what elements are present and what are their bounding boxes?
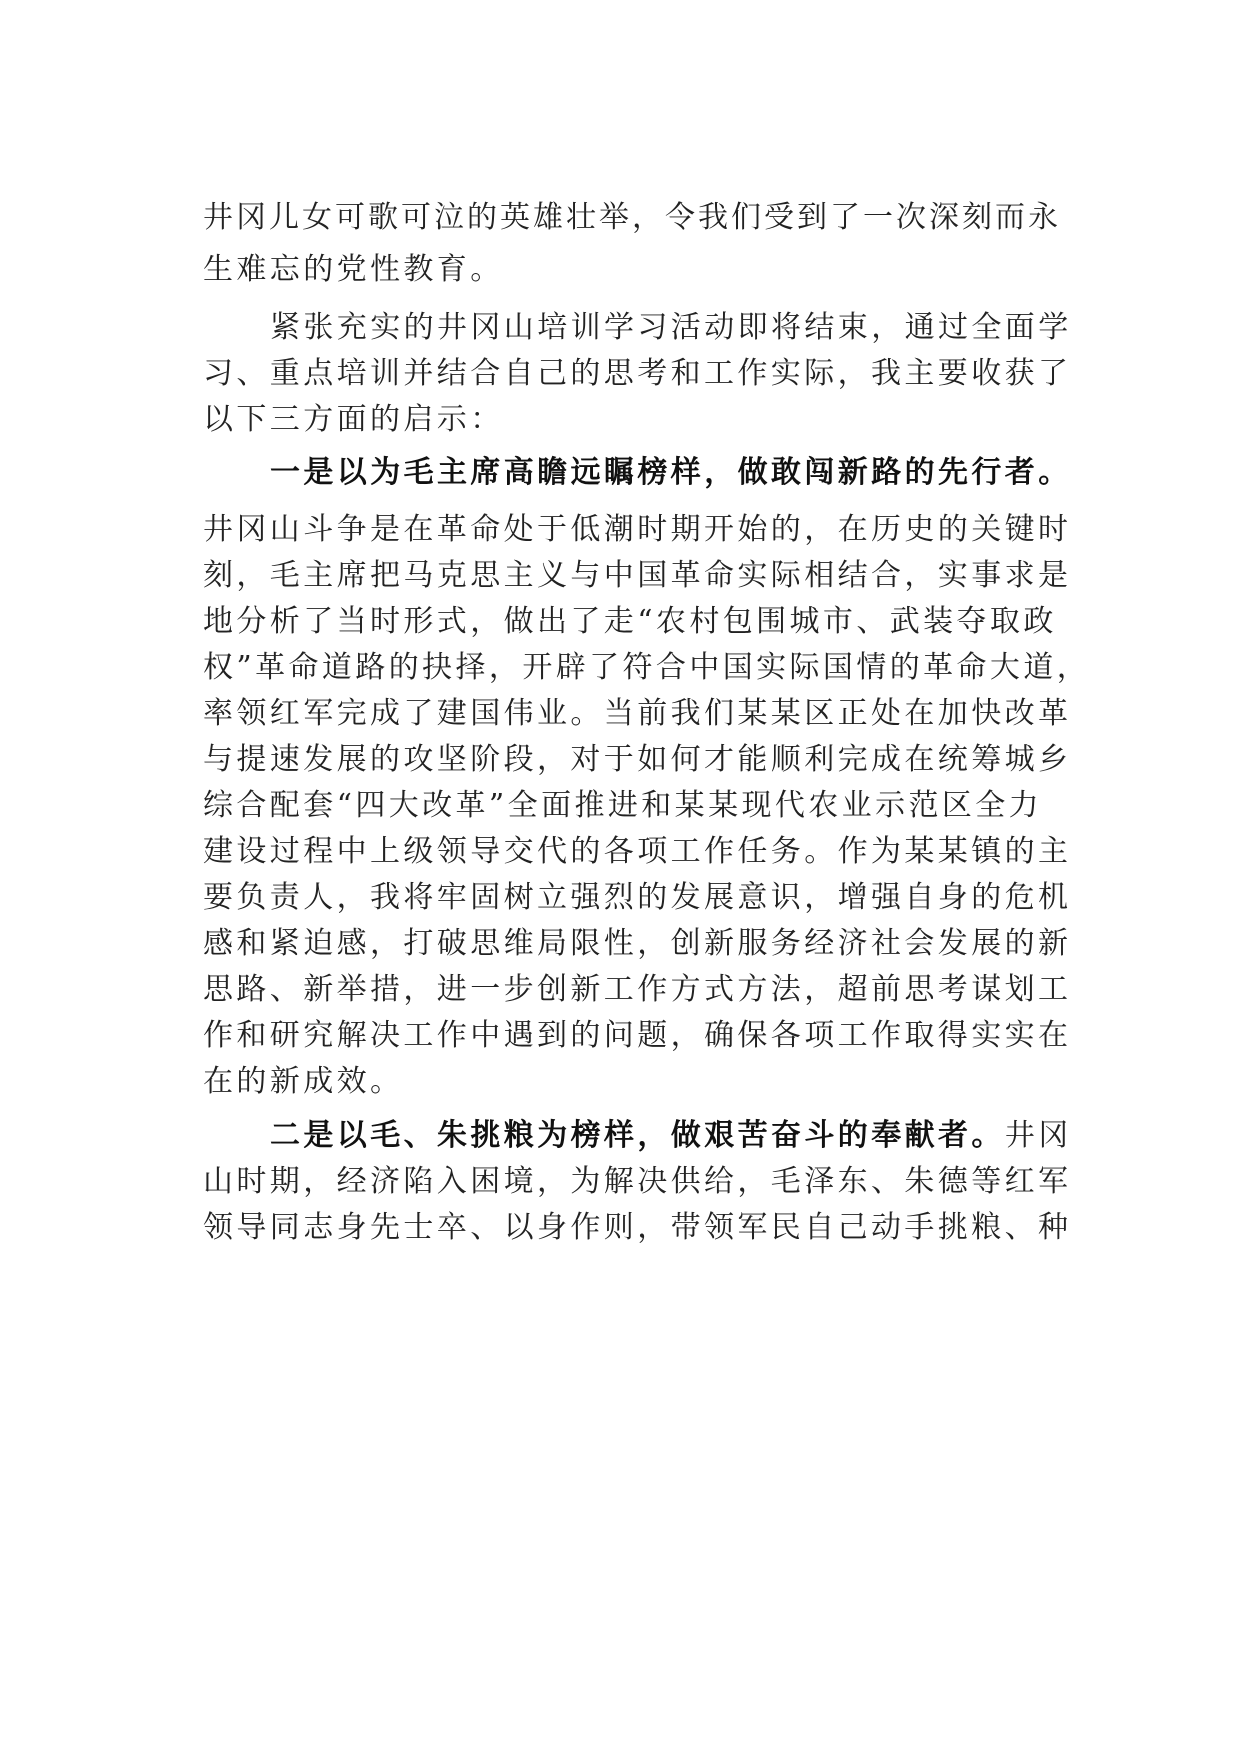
section1-line: 感和紧迫感，打破思维局限性，创新服务经济社会发展的新 [203,926,1072,961]
section1-line: 与提速发展的攻坚阶段，对于如何才能顺利完成在统筹城乡 [203,742,1072,777]
section1-line: 刻，毛主席把马克思主义与中国革命实际相结合，实事求是 [203,558,1072,593]
section1-heading: 一是以为毛主席高瞻远瞩榜样，做敢闯新路的先行者。 [270,455,1072,490]
intro-line-1: 井冈儿女可歌可泣的英雄壮举，令我们受到了一次深刻而永 [203,200,1061,235]
section2-heading-line [270,1111,1083,1161]
summary-line-2: 习、重点培训并结合自己的思考和工作实际，我主要收获了 [203,356,1072,391]
section1-line: 作和研究解决工作中遇到的问题，确保各项工作取得实实在 [203,1018,1072,1053]
section2-line: 领导同志身先士卒、以身作则，带领军民自己动手挑粮、种 [203,1210,1072,1245]
section2-heading-tail: 井冈 [1004,1118,1072,1153]
section1-line: 权”革命道路的抉择，开辟了符合中国实际国情的革命大道， [203,650,1091,685]
summary-line-3: 以下三方面的启示： [203,402,504,437]
summary-line-1: 紧张充实的井冈山培训学习活动即将结束，通过全面学 [270,310,1072,345]
section1-line: 建设过程中上级领导交代的各项工作任务。作为某某镇的主 [203,834,1072,869]
section1-line: 在的新成效。 [203,1064,404,1099]
section1-line: 要负责人，我将牢固树立强烈的发展意识，增强自身的危机 [203,880,1072,915]
section1-line: 率领红军完成了建国伟业。当前我们某某区正处在加快改革 [203,696,1072,731]
intro-line-2: 生难忘的党性教育。 [203,252,504,287]
section1-line: 井冈山斗争是在革命处于低潮时期开始的，在历史的关键时 [203,512,1072,547]
section2-line: 山时期，经济陷入困境，为解决供给，毛泽东、朱德等红军 [203,1164,1072,1199]
section1-line: 综合配套“四大改革”全面推进和某某现代农业示范区全力 [203,788,1043,823]
section1-line: 地分析了当时形式，做出了走“农村包围城市、武装夺取政 [203,604,1057,639]
section2-heading: 二是以毛、朱挑粮为榜样，做艰苦奋斗的奉献者。 [270,1118,1005,1153]
section1-line: 思路、新举措，进一步创新工作方式方法，超前思考谋划工 [203,972,1072,1007]
